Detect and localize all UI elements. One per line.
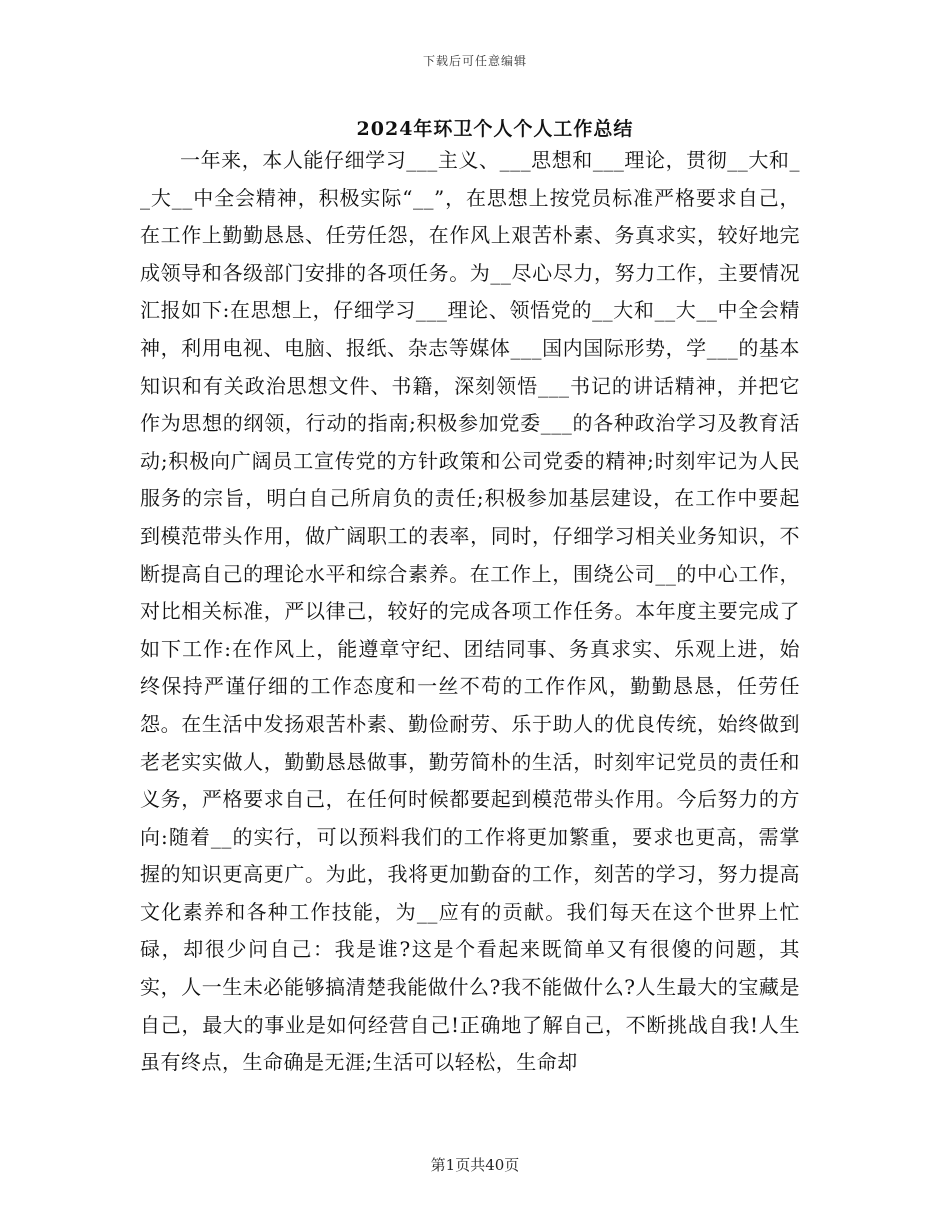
header-note: 下载后可任意编辑 [422,54,527,68]
document-body: 一年来，本人能仔细学习___主义、___思想和___理论，贯彻__大和__大__中全会精神，积极实际“__”，在思想上按党员标准严格要求自己，在工作上勤勤恳恳、任劳任怨，在作风上艰苦朴素、务真求实，较好地完成领导和各级部门安排的各项任务。为__尽心尽力，努力工作，主要情况汇报如下:在思想上，仔细学习___理论、领悟党的__大和__大__中全会精神，利用电视、电脑、报纸、杂志等媒体___国内国际形势，学___的基本知识和有关政治思想文件、书籍，深刻领悟___书记的讲话精神，并把它作为思想的纲领，行动的指南;积极参加党委___的各种政治学习及教育活动;积极向广阔员工宣传党的方针政策和公司党委的精神;时刻牢记为人民服务的宗旨，明白自己所肩负的责任;积极参加基层建设，在工作中要起到模范带头作用，做广阔职工的表率，同时，仔细学习相关业务知识，不断提高自己的理论水平和综合素养。在工作上，围绕公司__的中心工作，对比相关标准，严以律己，较好的完成各项工作任务。本年度主要完成了如下工作:在作风上，能遵章守纪、团结同事、务真求实、乐观上进，始终保持严谨仔细的工作态度和一丝不苟的工作作风，勤勤恳恳，任劳任怨。在生活中发扬艰苦朴素、勤俭耐劳、乐于助人的优良传统，始终做到老老实实做人，勤勤恳恳做事，勤劳简朴的生活，时刻牢记党员的责任和义务，严格要求自己，在任何时候都要起到模范带头作用。今后努力的方向:随着__的实行，可以预料我们的工作将更加繁重，要求也更高，需掌握的知识更高更广。为此，我将更加勤奋的工作，刻苦的学习，努力提高文化素养和各种工作技能，为__应有的贡献。我们每天在这个世界上忙碌，却很少问自己：我是谁?这是个看起来既简单又有很傻的问题，其实，人一生未必能够搞清楚我能做什么?我不能做什么?人生最大的宝藏是自己，最大的事业是如何经营自己!正确地了解自己，不断挑战自我!人生虽有终点，生命确是无涯;生活可以轻松，生命却 [140,148,800,1075]
page-number-footer: 第1页共40页 [430,1156,520,1174]
document-title: 2024年环卫个人个人工作总结 [356,118,634,140]
